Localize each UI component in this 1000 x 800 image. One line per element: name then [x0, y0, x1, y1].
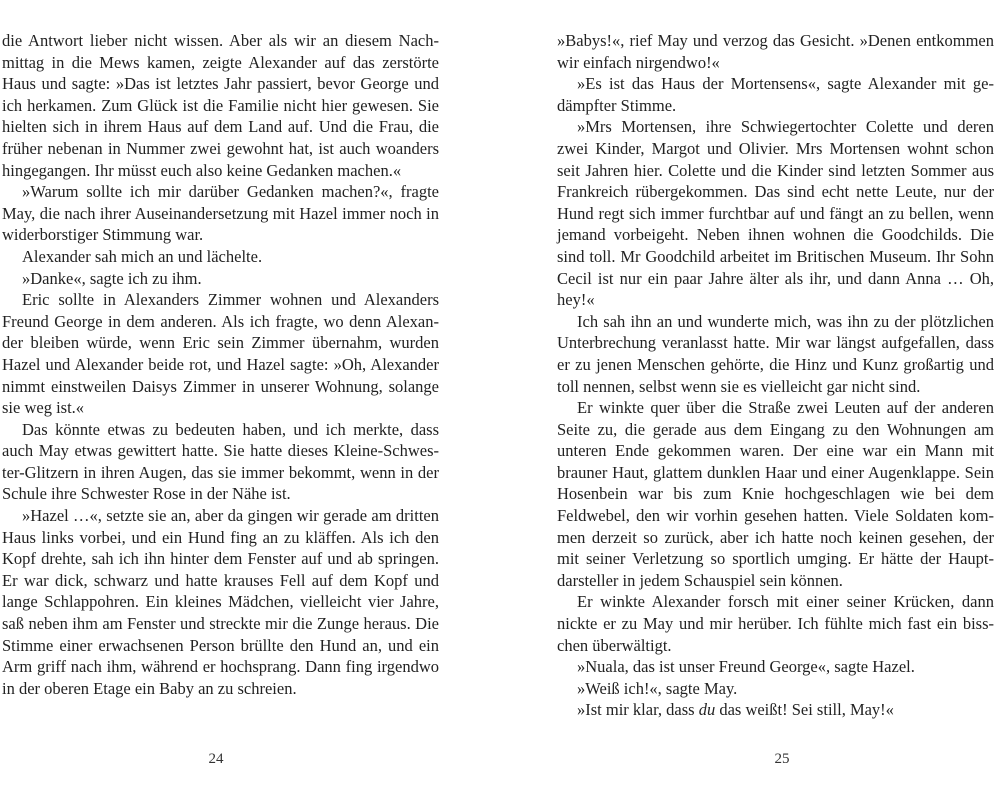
- paragraph: »Danke«, sagte ich zu ihm.: [22, 268, 202, 288]
- paragraph: Er winkte quer über die Straße zwei Leuten auf der anderen Seite zu, die gerade aus dem Eingang zu den Wohnungen am unteren Ende gekommen waren. Der eine war ein Mann mit brauner Haut, glattem dunklen Haar und einer Augenklappe. Sein Hosenbein war bis zum Knie hochgeschlagen wie bei dem Feldwebel, den wir vorhin gesehen hatten. Viele Soldaten kommen derzeit so zurück, aber ich hatte noch keinen gesehen, der mit seiner Verletzung so sportlich umging. Er hätte der Hauptdarsteller in jedem Schauspiel sein können.: [557, 398, 994, 590]
- paragraph-text: »Ist mir klar, dass: [577, 700, 699, 720]
- paragraph: Alexander sah mich an und lächelte.: [22, 246, 263, 266]
- paragraph: »Hazel …«, setzte sie an, aber da gingen wir gerade am dritten Haus links vorbei, und ein Hund fing an zu kläffen. Als ich den Kopf drehte, sah ich ihn hinter dem Fenster auf und ab springen. Er war dick, schwarz und hatte krauses Fell auf dem Kopf und lange Schlappohren. Ein kleines Mädchen, vielleicht vier Jahre, saß neben ihm am Fenster und streckte mir die Zunge heraus. Die Stimme einer erwachsenen Person brüllte den Hund an, und ein Arm griff nach ihm, während er hochsprang. Dann fing irgendwo in der oberen Etage ein Baby an zu schreien.: [2, 506, 439, 698]
- paragraph: die Antwort lieber nicht wissen. Aber als wir an diesem Nachmittag in die Mews kamen, zeigte Alexander auf das zerstörte Haus und sagte: »Das ist letztes Jahr passiert, bevor George und ich herkamen. Zum Glück ist die Familie nicht hier gewesen. Sie hielten sich in ihrem Haus auf dem Land auf. Und die Frau, die früher nebenan in Nummer zwei gewohnt hat, ist auch woanders hingegangen. Ihr müsst euch also keine Gedanken machen.«: [2, 31, 439, 180]
- emphasis: du: [698, 700, 716, 720]
- paragraph: »Es ist das Haus der Mortensens«, sagte Alexander mit gedämpfter Stimme.: [557, 74, 994, 115]
- paragraph: »Warum sollte ich mir darüber Gedanken machen?«, fragte May, die nach ihrer Auseinandersetzung mit Hazel immer noch in widerborstiger Stimmung war.: [2, 182, 439, 245]
- paragraph-text: das weißt! Sei still, May!«: [715, 700, 894, 720]
- paragraph: Er winkte Alexander forsch mit einer seiner Krücken, dann nickte er zu May und mir herüber. Ich fühlte mich fast ein bisschen überwältigt.: [557, 592, 994, 655]
- left-page: [2, 30, 439, 699]
- paragraph: »Weiß ich!«, sagte May.: [577, 678, 738, 698]
- paragraph: [557, 699, 994, 721]
- page-number: 24: [208, 751, 224, 767]
- paragraph: Ich sah ihn an und wunderte mich, was ihn zu der plötzlichen Unterbrechung veranlasst hatte. Mir war längst aufgefallen, dass er zu jenen Menschen gehörte, die Hinz und Kunz großartig und toll nennen, selbst wenn sie es vielleicht gar nicht sind.: [557, 311, 994, 396]
- right-page: [557, 30, 994, 721]
- paragraph: Eric sollte in Alexanders Zimmer wohnen und Alexanders Freund George in dem anderen. Als ich fragte, wo denn Alexander bleiben würde, wenn Eric sein Zimmer übernahm, wurden Hazel und Alexander beide rot, und Hazel sagte: »Oh, Alexander nimmt einstweilen Daisys Zimmer in unserer Wohnung, solange sie weg ist.«: [2, 290, 439, 418]
- paragraph: »Nuala, das ist unser Freund George«, sagte Hazel.: [577, 657, 915, 677]
- paragraph: »Mrs Mortensen, ihre Schwiegertochter Colette und deren zwei Kinder, Margot und Olivier. Mrs Mortensen wohnt schon seit Jahren hier. Colette und die Kinder sind letzten Sommer aus Frankreich rübergekommen. Das sind echt nette Leute, nur der Hund regt sich immer furchtbar auf und fängt an zu bellen, wenn jemand vorbeigeht. Neben ihnen wohnen die Goodchilds. Die sind toll. Mr Goodchild arbeitet im Britischen Museum. Ihr Sohn Cecil ist nur ein paar Jahre älter als ihr, und dann Anna … Oh, hey!«: [557, 117, 994, 310]
- paragraph: »Babys!«, rief May und verzog das Gesicht. »Denen entkommen wir einfach nirgendwo!«: [557, 31, 994, 72]
- page-number: 25: [774, 751, 790, 767]
- paragraph: Das könnte etwas zu bedeuten haben, und ich merkte, dass auch May etwas gewittert hatte. Sie hatte dieses Kleine-Schwester-Glitzern in ihren Augen, das sie immer bekommt, wenn in der Schule ihre Schwester Rose in der Nähe ist.: [2, 419, 439, 504]
